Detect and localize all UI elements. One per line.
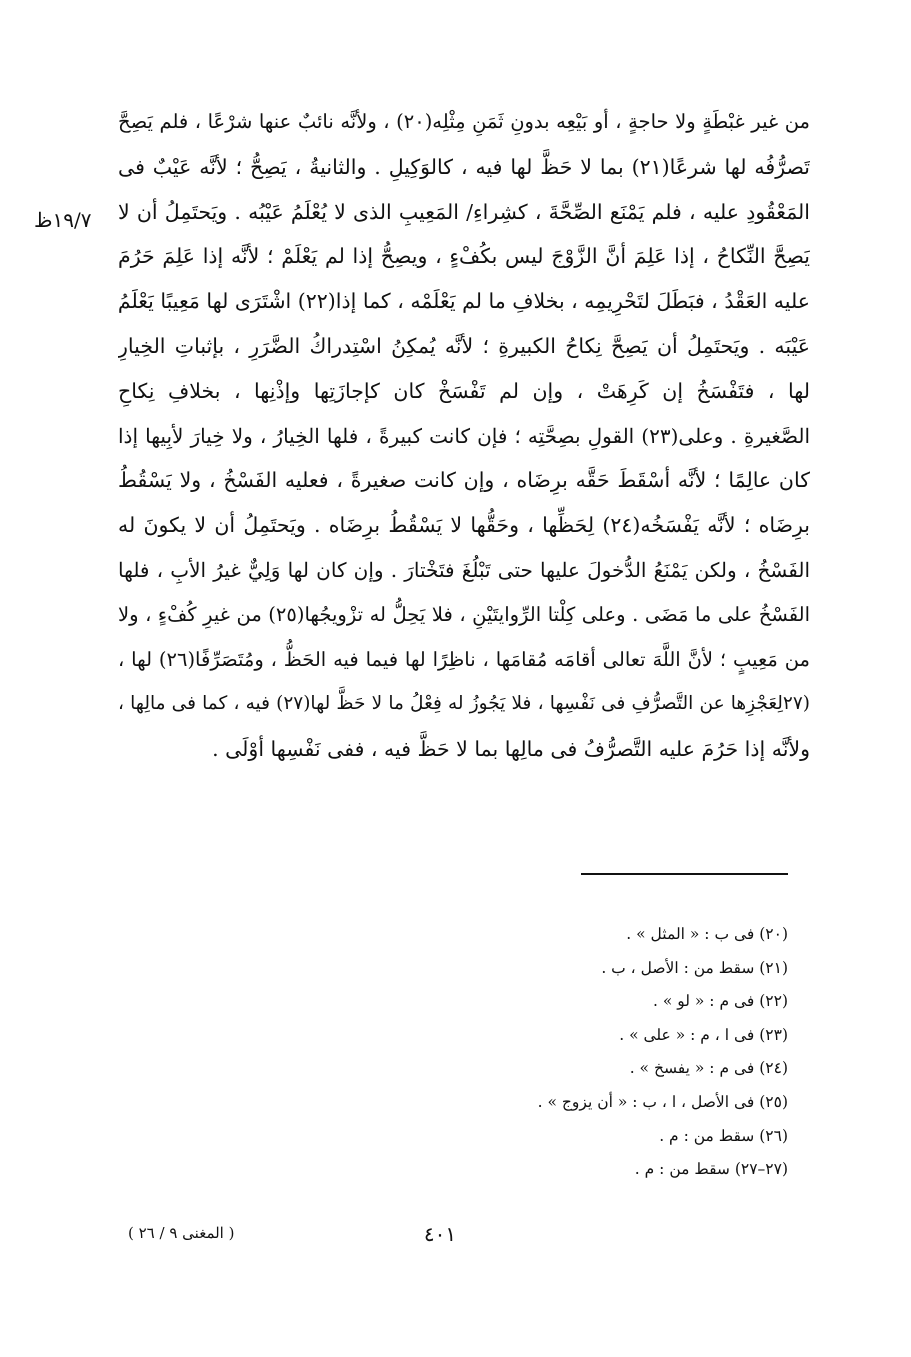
page-number: ٤٠١ bbox=[423, 1222, 457, 1246]
text-line: الصَّغيرةِ . وعلى(٢٣) القولِ بصِحَّتِه ؛ فإن كانت كبيرةً ، فلها الخِيارُ ، ولا خِيارَ لأبِيها إذا bbox=[118, 423, 810, 448]
text-line: الفَسْخُ على ما مَضَى . وعلى كِلْتا الرِّوايتَيْنِ ، فلا يَحِلُّ له تزْويجُها(٢٥) من غيرِ كُفْءٍ ، ولا bbox=[118, 602, 810, 626]
footnote-separator bbox=[581, 873, 788, 875]
text-line: من مَعِيبٍ ؛ لأنَّ اللَّهَ تعالى أقامَه مُقامَها ، ناظِرًا لها فيما فيه الحَظُّ ، ومُتَصَرِّفًا(٢٦) لها ، bbox=[118, 647, 810, 671]
footnote: (٢٧–٢٧) سقط من : م . bbox=[634, 1160, 788, 1179]
text-line: يَصِحَّ النِّكاحُ ، إذا عَلِمَ أنَّ الزَّوْجَ ليس بكُفْءٍ ، ويصِحُّ إذا لم يَعْلَمْ ؛ لأنَّه إذا عَلِمَ حَرُمَ bbox=[118, 244, 810, 269]
margin-note: ١٩/٧ظ bbox=[34, 208, 92, 232]
footnote: (٢٤) فى م : « يفسخ » . bbox=[629, 1059, 788, 1078]
text-line: لها ، فتَفْسَخُ إن كَرِهَتْ ، وإن لم تَفْسَخْ كان كإجازَتِها وإذْنِها ، بخلافِ نِكاحِ bbox=[118, 378, 810, 403]
footnote: (٢٦) سقط من : م . bbox=[659, 1126, 788, 1145]
footnote: (٢٢) فى م : « لو » . bbox=[652, 992, 788, 1011]
footnote: (٢٥) فى الأصل ، ا ، ب : « أن يزوج » . bbox=[537, 1092, 788, 1111]
text-line: من غير غبْطَةٍ ولا حاجةٍ ، أو بَيْعِه بدونِ ثَمَنِ مِثْلِه(٢٠) ، ولأنَّه نائبٌ عنها شرْعًا ، فلم يَصِحَّ bbox=[118, 110, 810, 133]
footnote: (٢٣) فى ا ، م : « على » . bbox=[619, 1025, 788, 1044]
text-line: الفَسْخُ ، ولكن يَمْنَعُ الدُّخولَ عليها حتى تَبْلُغَ فتَخْتارَ . وإن كان لها وَلِيٌّ غيرُ الأبِ ، فلها bbox=[118, 557, 810, 582]
text-line: المَعْقُودِ عليه ، فلم يَمْنَع الصِّحَّةَ ، كشِراءِ/ المَعِيبِ الذى لا يُعْلَمُ عَيْبُه . ويَحتَمِلُ أن لا bbox=[118, 199, 810, 224]
text-line: تَصرُّفُه لها شرعًا(٢١) بما لا حَظَّ لها فيه ، كالوَكِيلِ . والثانيةُ ، يَصِحُّ ؛ لأنَّه عَيْبٌ فى bbox=[118, 154, 810, 179]
text-line: عَيْبَه . ويَحتَمِلُ أن يَصِحَّ نِكاحُ الكبيرةِ ؛ لأنَّه يُمكِنُ اسْتِدراكُ الضَّرَرِ ، بإثباتِ الخِيارِ bbox=[118, 333, 810, 358]
text-line: (٢٧لِعَجْزِها عن التَّصرُّفِ فى نَفْسِها ، فلا يَجُوزُ له فِعْلُ ما لا حَظَّ لها(٢٧) فيه ، كما فى مالِها ، bbox=[118, 693, 810, 715]
text-line: برِضَاه ؛ لأنَّه يَفْسَخُه(٢٤) لِحَظِّها ، وحَقُّها لا يَسْقُطُ برِضَاه . ويَحتَمِلُ أن لا يكونَ له bbox=[118, 513, 810, 538]
text-line: عليه العَقْدُ ، فبَطَلَ لتَحْرِيمِه ، بخلافِ ما لم يَعْلَمْه ، كما إذا(٢٢) اشْتَرَى لها مَعِيبًا يَعْلَمُ bbox=[118, 289, 810, 314]
main-text bbox=[118, 100, 810, 772]
footnotes bbox=[380, 918, 788, 1187]
text-line: ولأنَّه إذا حَرُمَ عليه التَّصرُّفُ فى مالِها بما لا حَظَّ فيه ، ففى نَفْسِها أوْلَى . bbox=[212, 737, 810, 762]
footnote: (٢٠) فى ب : « المثل » . bbox=[626, 925, 788, 943]
running-reference: ( المغنى ٩ / ٢٦ ) bbox=[128, 1224, 235, 1242]
footnote: (٢١) سقط من : الأصل ، ب . bbox=[601, 958, 788, 977]
text-line: كان عالِمًا ؛ لأنَّه أسْقَطَ حَقَّه برِضَاه ، وإن كانت صغيرةً ، فعليه الفَسْخُ ، ولا يَسْقُطُ bbox=[118, 468, 810, 493]
